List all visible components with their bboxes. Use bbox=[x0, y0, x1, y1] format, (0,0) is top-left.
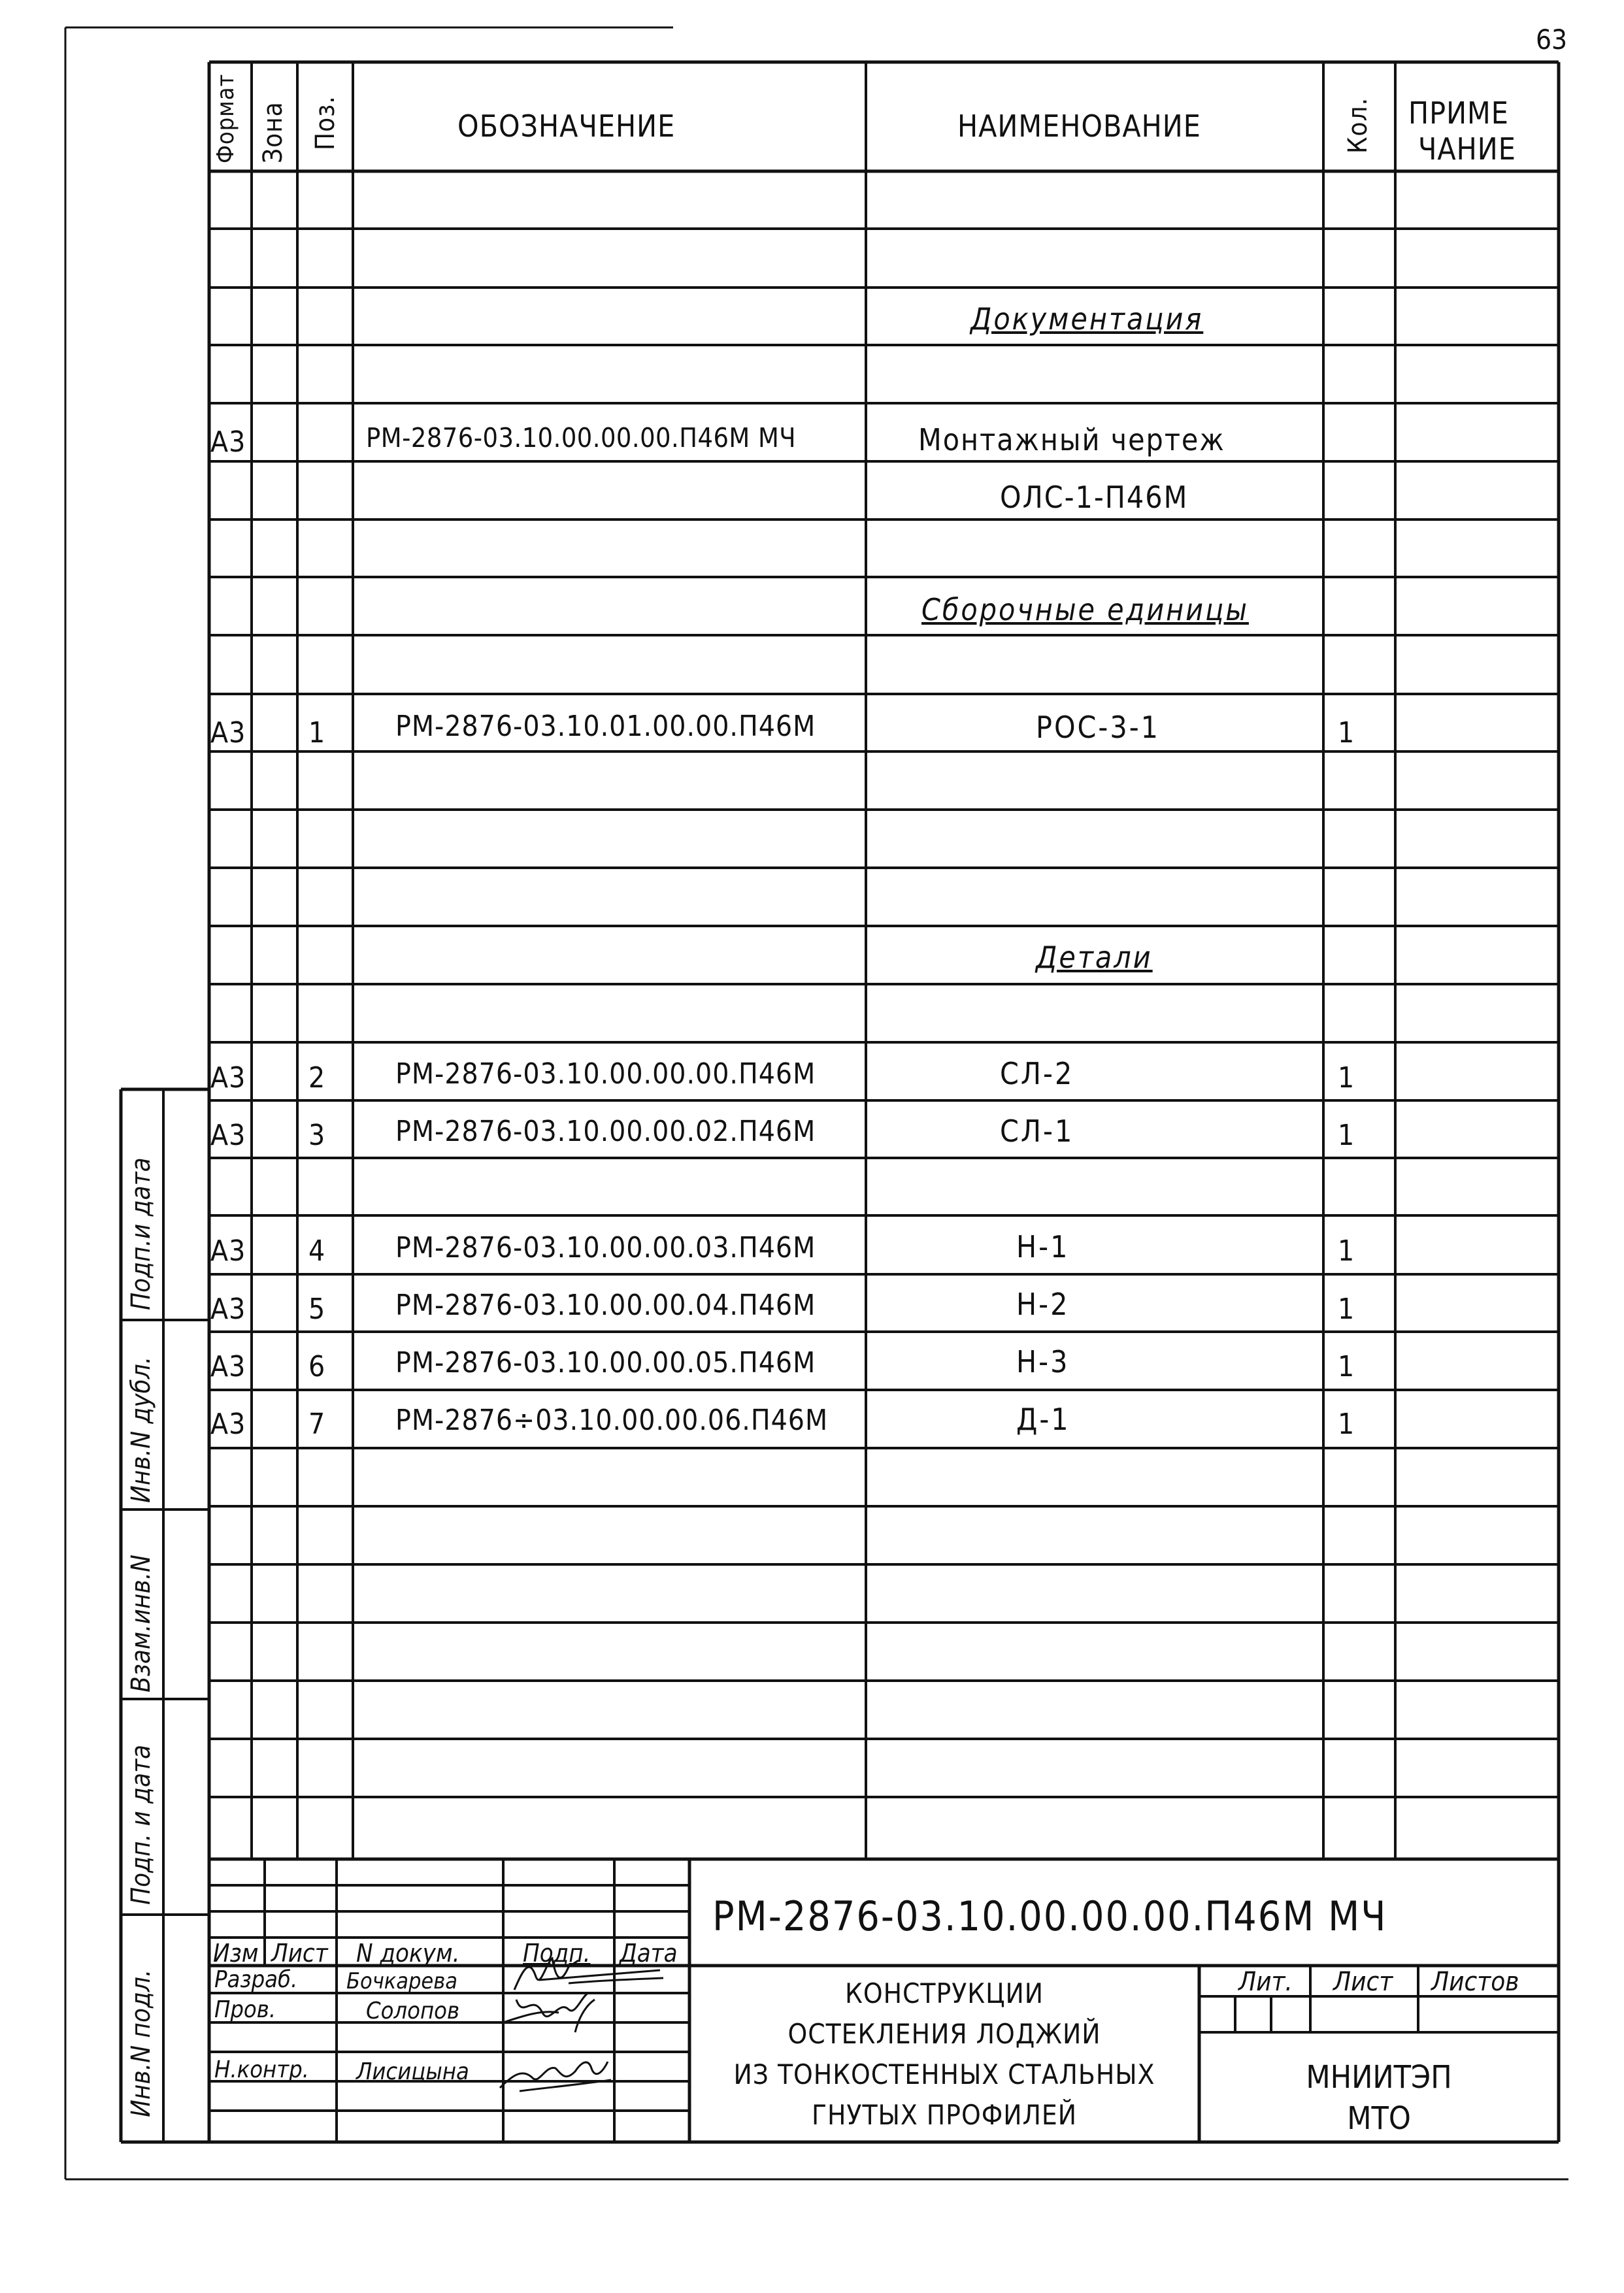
row-asm1-designation: РМ-2876-03.10.01.00.00.П46М bbox=[395, 710, 816, 743]
header-zone: Зона bbox=[258, 101, 288, 163]
row-d3-name: СЛ-1 bbox=[1000, 1114, 1074, 1149]
header-format: Формат bbox=[212, 73, 239, 163]
signature-checker bbox=[497, 1987, 614, 2036]
tb-role-norm: Н.контр. bbox=[214, 2056, 309, 2083]
row-d5-qty: 1 bbox=[1338, 1293, 1355, 1326]
row-d6-pos: 6 bbox=[308, 1350, 326, 1383]
header-qty: Кол. bbox=[1343, 97, 1373, 154]
row-d5-pos: 5 bbox=[308, 1293, 326, 1326]
row-d3-pos: 3 bbox=[308, 1119, 326, 1152]
header-pos: Поз. bbox=[310, 95, 340, 150]
row-d3-designation: РМ-2876-03.10.00.00.02.П46М bbox=[395, 1115, 816, 1148]
row-d2-designation: РМ-2876-03.10.00.00.00.П46М bbox=[395, 1057, 816, 1091]
row-d7-name: Д-1 bbox=[1016, 1402, 1070, 1437]
section-details: Детали bbox=[1036, 940, 1153, 975]
tb-role-check: Пров. bbox=[214, 1996, 276, 2023]
row-asm1-qty: 1 bbox=[1338, 716, 1355, 750]
header-note-line2: ЧАНИЕ bbox=[1418, 131, 1516, 167]
row-d6-qty: 1 bbox=[1338, 1350, 1355, 1383]
tb-col-izm: Изм bbox=[213, 1939, 259, 1968]
tb-col-data: Дата bbox=[620, 1939, 678, 1968]
tb-lit: Лит. bbox=[1238, 1967, 1293, 1997]
page-number: 63 bbox=[1536, 24, 1568, 56]
header-name: НАИМЕНОВАНИЕ bbox=[957, 108, 1201, 144]
row-d2-qty: 1 bbox=[1338, 1061, 1355, 1095]
tb-title-line3: ИЗ ТОНКОСТЕННЫХ СТАЛЬНЫХ bbox=[733, 2058, 1155, 2090]
tb-title-line1: КОНСТРУКЦИИ bbox=[845, 1977, 1044, 2009]
row-d6-format: А3 bbox=[210, 1350, 246, 1383]
row-d4-pos: 4 bbox=[308, 1234, 326, 1268]
row-asm1-format: А3 bbox=[210, 716, 246, 750]
row-d3-format: А3 bbox=[210, 1119, 246, 1152]
row-d7-designation: РМ-2876÷03.10.00.00.06.П46М bbox=[395, 1404, 829, 1437]
tb-org-line2: МТО bbox=[1347, 2100, 1411, 2137]
row-d5-format: А3 bbox=[210, 1293, 246, 1326]
row-doc-designation: РМ-2876-03.10.00.00.00.П46М МЧ bbox=[366, 422, 797, 454]
row-d5-name: Н-2 bbox=[1016, 1287, 1070, 1322]
tb-col-ndoc: N докум. bbox=[356, 1939, 460, 1968]
header-designation: ОБОЗНАЧЕНИЕ bbox=[457, 108, 676, 144]
header-note-line1: ПРИМЕ bbox=[1408, 95, 1509, 131]
tb-col-list: Лист bbox=[271, 1939, 328, 1968]
tb-sheet: Лист bbox=[1333, 1967, 1393, 1997]
row-doc-name-line1: Монтажный чертеж bbox=[918, 422, 1225, 457]
row-d7-qty: 1 bbox=[1338, 1408, 1355, 1441]
row-d7-format: А3 bbox=[210, 1408, 246, 1441]
row-d4-designation: РМ-2876-03.10.00.00.03.П46М bbox=[395, 1231, 816, 1264]
tb-name-norm: Лисицына bbox=[356, 2058, 469, 2085]
row-doc-name-line2: ОЛС-1-П46М bbox=[1000, 480, 1189, 515]
row-asm1-name: РОС-3-1 bbox=[1036, 710, 1160, 745]
row-d4-qty: 1 bbox=[1338, 1234, 1355, 1268]
side-sign-date: Подп. и дата bbox=[126, 1744, 156, 1905]
tb-name-dev: Бочкарева bbox=[346, 1968, 458, 1994]
side-inv-orig: Инв.N подл. bbox=[126, 1969, 156, 2117]
side-replace-inv: Взам.инв.N bbox=[126, 1555, 156, 1692]
tb-sheets: Листов bbox=[1431, 1967, 1519, 1997]
side-sign-date2: Подп.и дата bbox=[126, 1157, 156, 1310]
row-d2-pos: 2 bbox=[308, 1061, 326, 1095]
tb-name-check: Солопов bbox=[366, 1998, 460, 2024]
tb-title-line4: ГНУТЫХ ПРОФИЛЕЙ bbox=[811, 2099, 1078, 2131]
row-d2-name: СЛ-2 bbox=[1000, 1056, 1074, 1091]
tb-org-line1: МНИИТЭП bbox=[1306, 2059, 1452, 2096]
row-d3-qty: 1 bbox=[1338, 1119, 1355, 1152]
tb-col-podp: Подп. bbox=[523, 1939, 591, 1968]
title-block-doc-code: РМ-2876-03.10.00.00.00.П46М МЧ bbox=[712, 1892, 1387, 1940]
tb-role-dev: Разраб. bbox=[214, 1966, 298, 1993]
section-documentation: Документация bbox=[970, 301, 1204, 337]
signature-norm-control bbox=[493, 2049, 624, 2098]
row-d4-name: Н-1 bbox=[1016, 1229, 1070, 1264]
row-doc-format: А3 bbox=[210, 425, 246, 459]
row-d6-designation: РМ-2876-03.10.00.00.05.П46М bbox=[395, 1346, 816, 1379]
row-d2-format: А3 bbox=[210, 1061, 246, 1095]
row-d5-designation: РМ-2876-03.10.00.00.04.П46М bbox=[395, 1289, 816, 1322]
row-d6-name: Н-3 bbox=[1016, 1344, 1070, 1379]
row-d4-format: А3 bbox=[210, 1234, 246, 1268]
side-dup-inv: Инв.N дубл. bbox=[126, 1356, 156, 1503]
section-assemblies: Сборочные единицы bbox=[921, 592, 1249, 627]
row-d7-pos: 7 bbox=[308, 1408, 326, 1441]
row-asm1-pos: 1 bbox=[308, 716, 326, 750]
tb-title-line2: ОСТЕКЛЕНИЯ ЛОДЖИЙ bbox=[787, 2018, 1101, 2050]
